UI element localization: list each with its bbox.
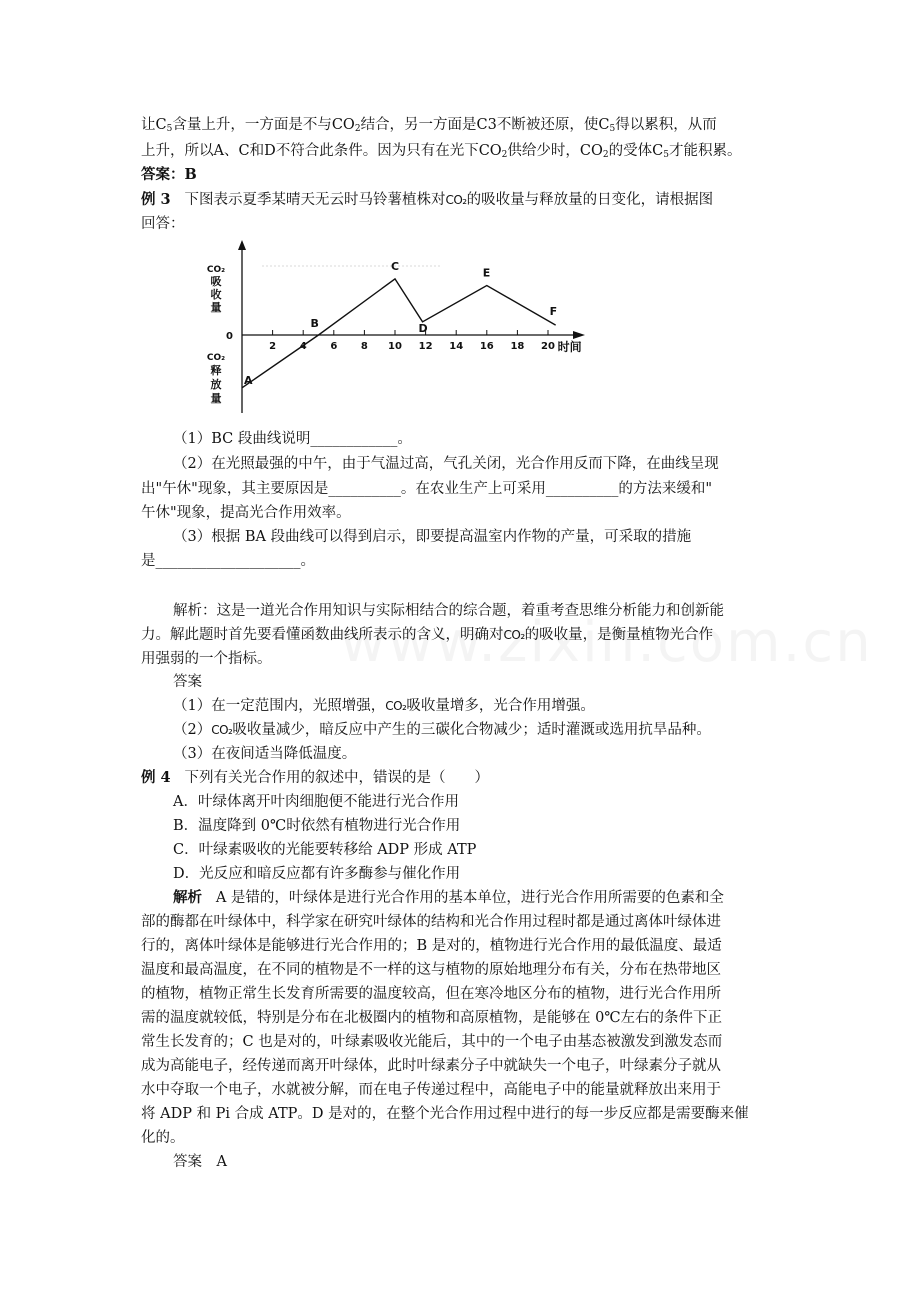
point-label: B [310,317,319,330]
ex4-analysis-line-10: 将 ADP 和 Pi 合成 ATP。D 是对的，在整个光合作用过程中进行的每一步反应都是需要酶来催 [141,1106,749,1122]
example-3-line-1: 例 3 下图表示夏季某晴天无云时马铃薯植株对CO₂的吸收量与释放量的日变化，请根据图 [141,191,714,208]
y-label-bottom-char: CO₂ [206,353,226,363]
x-tick-label: 8 [360,341,368,352]
series-line [242,279,556,388]
option-a: A．叶绿体离开叶肉细胞便不能进行光合作用 [173,794,459,810]
ex4-analysis-line-6: 需的温度就较低，特别是分布在北极圈内的植物和高原植物，是能够在 0℃左右的条件下正 [141,1010,723,1026]
x-tick-label: 10 [388,341,402,352]
question-2-line-3: 午休"现象，提高光合作用效率。 [141,505,351,521]
y-label-top-char: 量 [210,301,222,314]
x-axis-arrow [573,331,585,339]
y-label-top-char: 吸 [210,275,222,288]
ex4-analysis-line-1: 解析 A 是错的，叶绿体是进行光合作用的基本单位，进行光合作用所需要的色素和全 [173,889,724,906]
question-3-line-2: 是____________________。 [141,553,315,569]
origin-label: 0 [226,331,233,342]
answer-item-1: （1）在一定范围内，光照增强，CO₂吸收量增多，光合作用增强。 [173,698,595,714]
y-label-top-char: CO₂ [206,265,226,275]
y-label-bottom-char: 放 [210,378,222,391]
ex4-analysis-line-5: 的植物，植物正常生长发育所需要的温度较高，但在寒冷地区分布的植物，进行光合作用所 [141,986,721,1002]
y-label-bottom-char: 释 [210,364,222,377]
co2-formula-icon: CO₂ [211,723,233,737]
y-axis-arrow [238,240,246,250]
y-label-top-char: 收 [210,288,222,301]
answer-item-3: （3）在夜间适当降低温度。 [173,746,357,762]
ex4-analysis-line-2: 部的酶都在叶绿体中，科学家在研究叶绿体的结构和光合作用过程时都是通过离体叶绿体进 [141,914,721,930]
point-label: D [418,321,428,335]
ex4-analysis-line-4: 温度和最高温度，在不同的植物是不一样的这与植物的原始地理分布有关，分布在热带地区 [141,962,721,978]
co2-formula-icon: CO₂ [503,628,525,642]
y-label-bottom-char: 量 [210,392,222,405]
x-tick-label: 6 [330,341,338,352]
co2-formula-icon: CO₂ [445,193,467,207]
point-label: F [549,305,558,319]
para-line-1: 让$C_5$含量上升，一方面是不与$CO_2$结合，另一方面是C3不断被还原，使$C_5$得以累积，从而 [141,117,717,134]
analysis-line-2: 力。解此题时首先要看懂函数曲线所表示的含义，明确对CO₂的吸收量，是衡量植物光合作 [141,627,714,643]
option-b: B．温度降到 0℃时依然有植物进行光合作用 [173,818,461,834]
answer-1: 答案：B [141,166,197,183]
question-2-line-2: 出"午休"现象，其主要原因是__________。在农业生产上可采用__________的方法来缓和" [141,481,713,497]
ex4-analysis-line-8: 成为高能电子，经传递而离开叶绿体，此时叶绿素分子中就缺失一个电子，叶绿素分子就从 [141,1058,721,1074]
x-tick-label: 20 [541,341,555,352]
co2-formula-icon: CO₂ [385,699,407,713]
ex4-analysis-line-9: 水中夺取一个电子，水就被分解，而在电子传递过程中，高能电子中的能量就释放出来用于 [141,1082,721,1098]
point-label: A [244,373,253,387]
point-label: E [482,266,491,280]
x-tick-label: 2 [269,341,277,352]
question-2-line-1: （2）在光照最强的中午，由于气温过高，气孔关闭，光合作用反而下降，在曲线呈现 [173,456,719,472]
x-tick-label: 18 [510,341,525,352]
x-tick-label: 16 [479,341,494,352]
option-d: D．光反应和暗反应都有许多酶参与催化作用 [173,866,461,882]
point-label: C [391,259,400,273]
co2-daily-chart [195,238,595,418]
ex4-analysis-line-7: 常生长发育的；C 也是对的，叶绿素吸收光能后，其中的一个电子由基态被激发到激发态而 [141,1034,723,1050]
ex4-analysis-line-3: 行的，离体叶绿体是能够进行光合作用的；B 是对的，植物进行光合作用的最低温度、最适 [141,938,722,954]
example-4-stem: 例 4 下列有关光合作用的叙述中，错误的是（ ） [141,769,489,786]
ex4-analysis-line-11: 化的。 [141,1130,185,1146]
ex4-answer: 答案 A [173,1154,227,1170]
x-tick-label: 14 [449,341,464,352]
x-tick-label: 4 [299,341,307,352]
x-axis-label: 时间 [557,340,582,354]
para-line-2: 上升，所以A、C和D不符合此条件。因为只有在光下$CO_2$供给少时，$CO_2$的受体$C_5$才能积累。 [141,143,742,160]
analysis-line-3: 用强弱的一个指标。 [141,651,272,667]
example-3-line-2: 回答： [141,216,185,232]
question-1: （1）BC 段曲线说明____________。 [173,431,412,447]
question-3-line-1: （3）根据 BA 段曲线可以得到启示，即要提高温室内作物的产量，可采取的措施 [173,529,692,545]
option-c: C．叶绿素吸收的光能要转移给 ADP 形成 ATP [173,842,477,858]
analysis-line-1: 解析：这是一道光合作用知识与实际相结合的综合题，着重考查思维分析能力和创新能 [173,603,724,619]
answer-item-2: （2）CO₂吸收量减少，暗反应中产生的三碳化合物减少；适时灌溉或选用抗旱品种。 [173,722,711,738]
x-tick-label: 12 [418,341,433,352]
answer-label: 答案 [173,674,202,690]
